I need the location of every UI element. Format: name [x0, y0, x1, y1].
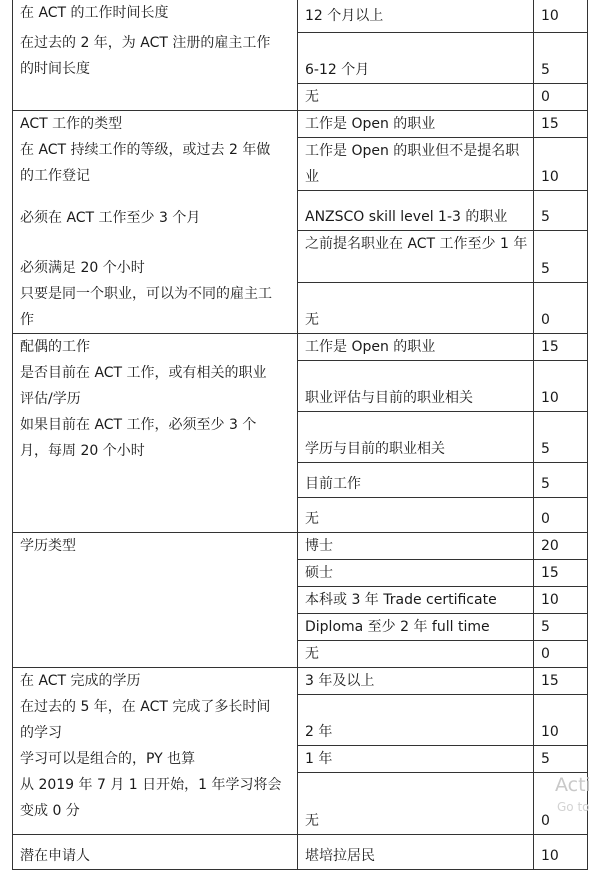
criterion-line: 从 2019 年 7 月 1 日开始，1 年学习将会 [20, 777, 282, 793]
criterion-title: 潜在申请人 [20, 848, 90, 864]
option-points: 15 [534, 668, 588, 695]
option-label: 之前提名职业在 ACT 工作至少 1 年 [298, 231, 534, 283]
option-points: 10 [534, 0, 588, 33]
criterion-line: 必须在 ACT 工作至少 3 个月 [20, 210, 201, 226]
criterion-line: 评估/学历 [20, 391, 81, 407]
option-label: 2 年 [298, 695, 534, 746]
option-label: 无 [298, 498, 534, 533]
option-points: 5 [534, 33, 588, 84]
criterion-title: ACT 工作的类型 [20, 116, 123, 132]
option-label: 本科或 3 年 Trade certificate [298, 587, 534, 614]
table-row [13, 668, 588, 695]
criterion-line: 作 [20, 312, 34, 328]
criterion-title: 在 ACT 的工作时间长度 [20, 5, 169, 21]
option-points: 15 [534, 334, 588, 361]
option-label: 无 [298, 773, 534, 835]
criterion-line: 如果目前在 ACT 工作，必须至少 3 个 [20, 417, 257, 433]
criterion-line: 学习可以是组合的，PY 也算 [20, 751, 196, 767]
option-label: 博士 [298, 533, 534, 560]
option-points: 5 [534, 231, 588, 283]
option-points: 20 [534, 533, 588, 560]
criterion-line: 月，每周 20 个小时 [20, 443, 145, 459]
option-points: 10 [534, 695, 588, 746]
activation-watermark: Acti [555, 774, 591, 796]
option-points: 5 [534, 463, 588, 498]
option-points: 5 [534, 614, 588, 641]
option-label: 6-12 个月 [298, 33, 534, 84]
option-label: 3 年及以上 [298, 668, 534, 695]
option-points: 10 [534, 361, 588, 412]
option-points: 10 [534, 835, 588, 870]
table-row [13, 835, 588, 870]
criterion-line: 只要是同一个职业，可以为不同的雇主工 [20, 286, 272, 302]
option-points: 0 [534, 283, 588, 334]
criterion-line: 变成 0 分 [20, 803, 80, 819]
criterion-title: 配偶的工作 [20, 339, 90, 355]
criterion-cell [13, 111, 298, 334]
criterion-line: 必须满足 20 个小时 [20, 260, 145, 276]
option-label: 无 [298, 641, 534, 668]
option-points: 0 [534, 84, 588, 111]
criterion-title: 在 ACT 完成的学历 [20, 673, 141, 689]
criterion-line: 是否目前在 ACT 工作，或有相关的职业 [20, 365, 267, 381]
option-label: ANZSCO skill level 1-3 的职业 [298, 191, 534, 231]
option-points: 0 [534, 498, 588, 533]
option-label: 学历与目前的职业相关 [298, 412, 534, 463]
criterion-cell [13, 0, 298, 111]
criterion-cell [13, 835, 298, 870]
option-label: 无 [298, 283, 534, 334]
option-points: 5 [534, 412, 588, 463]
option-label: 目前工作 [298, 463, 534, 498]
option-points: 10 [534, 587, 588, 614]
option-label: 12 个月以上 [298, 0, 534, 33]
option-label: 工作是 Open 的职业 [298, 334, 534, 361]
option-points: 5 [534, 191, 588, 231]
table-row [13, 111, 588, 138]
criterion-title: 学历类型 [20, 538, 76, 554]
criterion-line: 在过去的 5 年，在 ACT 完成了多长时间 [20, 699, 271, 715]
option-points: 0 [534, 641, 588, 668]
criterion-line: 的学习 [20, 725, 62, 741]
option-points: 15 [534, 111, 588, 138]
option-points: 5 [534, 746, 588, 773]
option-label: 职业评估与目前的职业相关 [298, 361, 534, 412]
criterion-cell [13, 668, 298, 835]
table-row [13, 334, 588, 361]
option-points: 10 [534, 138, 588, 191]
criterion-line: 的工作登记 [20, 168, 90, 184]
activation-watermark-hint: Go to [557, 800, 590, 814]
table-row [13, 0, 588, 33]
option-label: 堪培拉居民 [298, 835, 534, 870]
option-points: 15 [534, 560, 588, 587]
option-points: 0 [534, 773, 588, 835]
option-label: 1 年 [298, 746, 534, 773]
table-row [13, 533, 588, 560]
points-table [12, 0, 588, 870]
criterion-cell [13, 533, 298, 668]
option-label: Diploma 至少 2 年 full time [298, 614, 534, 641]
criterion-line: 在过去的 2 年，为 ACT 注册的雇主工作 [20, 35, 271, 51]
option-label: 工作是 Open 的职业但不是提名职业 [298, 138, 534, 191]
criterion-cell [13, 334, 298, 533]
option-label: 工作是 Open 的职业 [298, 111, 534, 138]
criterion-line: 的时间长度 [20, 61, 90, 77]
criterion-line: 在 ACT 持续工作的等级，或过去 2 年做 [20, 142, 271, 158]
option-label: 无 [298, 84, 534, 111]
option-label: 硕士 [298, 560, 534, 587]
